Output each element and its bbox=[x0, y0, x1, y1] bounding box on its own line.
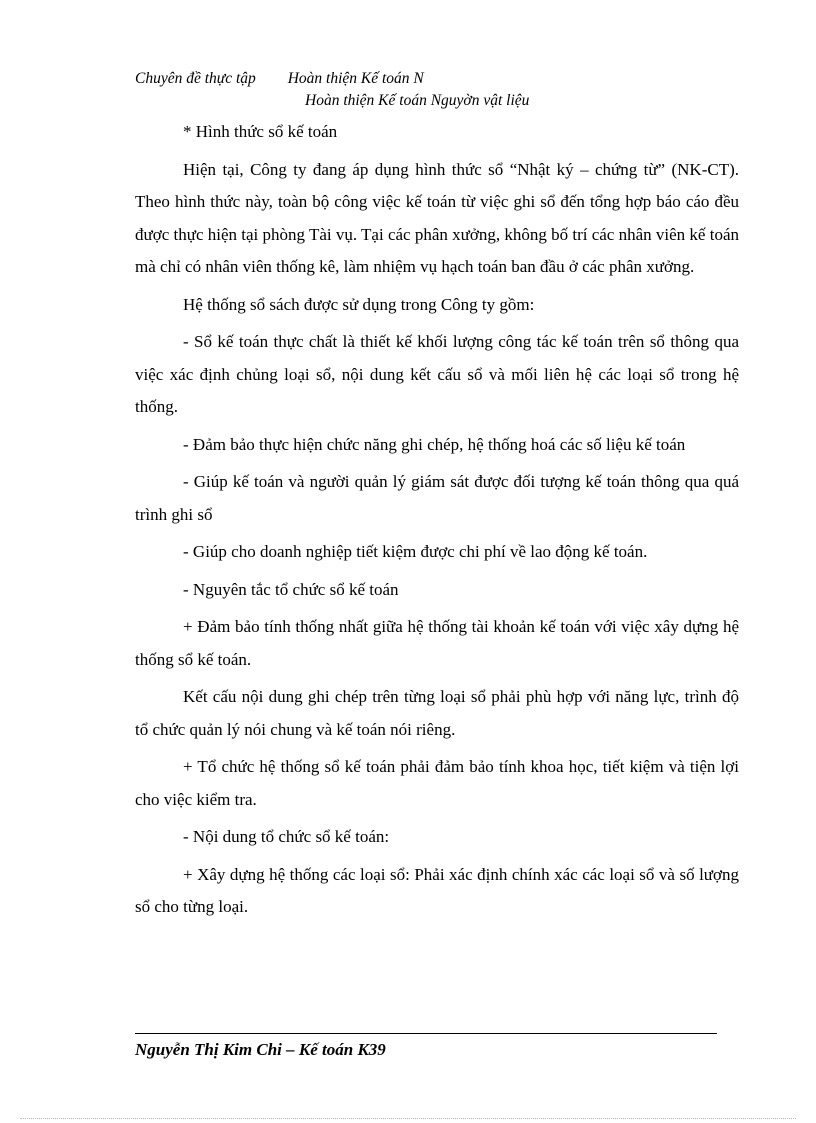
paragraph: - Nguyên tắc tổ chức sổ kế toán bbox=[183, 579, 399, 599]
page-header bbox=[135, 68, 529, 112]
paragraph: + Tổ chức hệ thống sổ kế toán phải đảm bảo tính khoa học, tiết kiệm và tiện lợi cho việc kiểm tra. bbox=[135, 757, 739, 809]
paragraph: Hệ thống sổ sách được sử dụng trong Công ty gồm: bbox=[183, 294, 535, 314]
header-title-full: Hoàn thiện Kế toán Nguyờn vật liệu bbox=[305, 92, 530, 109]
footer-author: Nguyễn Thị Kim Chi – Kế toán K39 bbox=[135, 1040, 386, 1059]
paragraph: - Nội dung tổ chức sổ kế toán: bbox=[183, 827, 390, 846]
paragraph: - Sổ kế toán thực chất là thiết kế khối lượng công tác kế toán trên sổ thông qua việc xác định chủng loại sổ, nội dung kết cấu sổ và mối liên hệ các loại sổ trong hệ thống. bbox=[135, 332, 739, 416]
header-title-short: Hoàn thiện Kế toán N bbox=[287, 70, 424, 87]
paragraph: + Xây dựng hệ thống các loại sổ: Phải xác định chính xác các loại sổ và số lượng sổ cho từng loại. bbox=[135, 864, 739, 916]
header-left: Chuyên đề thực tập bbox=[135, 70, 256, 87]
paragraph: - Giúp cho doanh nghiệp tiết kiệm được chi phí về lao động kế toán. bbox=[183, 542, 648, 561]
paragraph: + Đảm bảo tính thống nhất giữa hệ thống tài khoản kế toán với việc xây dựng hệ thống sổ kế toán. bbox=[135, 617, 739, 669]
paragraph: - Giúp kế toán và người quản lý giám sát được đối tượng kế toán thông qua quá trình ghi sổ bbox=[135, 472, 739, 524]
footer-divider bbox=[135, 1033, 717, 1034]
page-bottom-border bbox=[20, 1118, 796, 1119]
document-body bbox=[135, 116, 739, 924]
paragraph: Kết cấu nội dung ghi chép trên từng loại sổ phải phù hợp với năng lực, trình độ tổ chức quản lý nói chung và kế toán nói riêng. bbox=[135, 687, 739, 739]
paragraph: - Đảm bảo thực hiện chức năng ghi chép, hệ thống hoá các số liệu kế toán bbox=[183, 434, 686, 454]
paragraph: Hiện tại, Công ty đang áp dụng hình thức sổ “Nhật ký – chứng từ” (NK-CT). Theo hình thức này, toàn bộ công việc kế toán từ việc ghi sổ đến tổng hợp báo cáo đều được thực hiện tại phòng Tài vụ. Tại các phân xưởng, không bố trí các nhân viên kế toán mà chỉ có nhân viên thống kê, làm nhiệm vụ hạch toán ban đầu ở các phân xưởng. bbox=[135, 159, 739, 276]
paragraph: * Hình thức sổ kế toán bbox=[183, 122, 338, 141]
